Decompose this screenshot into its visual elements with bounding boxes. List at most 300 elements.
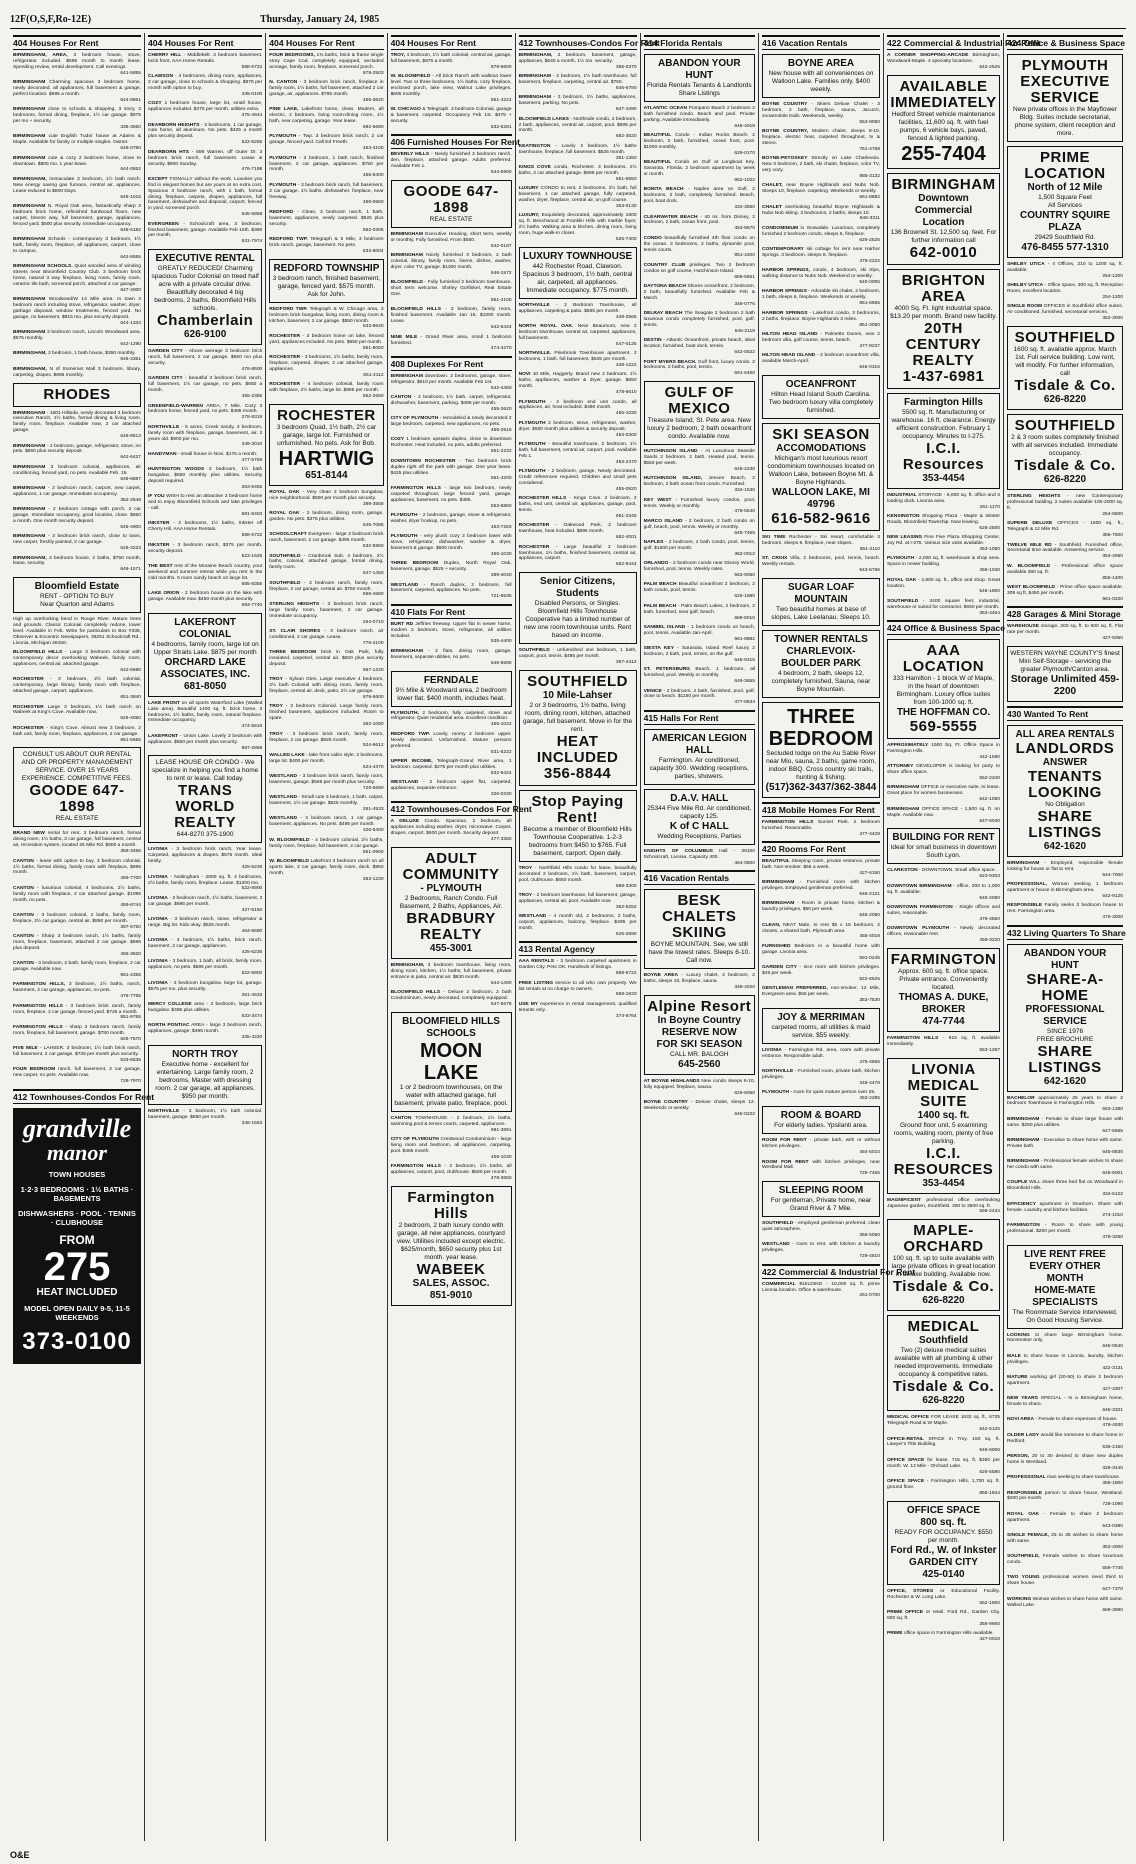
ad-keyword: PLYMOUTH xyxy=(269,155,297,161)
classified-ad xyxy=(644,561,755,579)
display-ad-line: SALES, ASSOC. xyxy=(412,1277,490,1289)
ad-text: Sleeping room, private entrance, private bath. Non-smoker. $55 a week. xyxy=(762,859,880,870)
ad-keyword: FARMINGTON HILLS xyxy=(390,485,441,491)
classified-ad xyxy=(887,535,1000,553)
classified-ad xyxy=(13,465,141,483)
classified-ad xyxy=(644,498,755,516)
ad-text: & Telegraph. 3 bedroom Colonial, garage & basement, carpeted. Occupancy Feb 1st. $475 + security. xyxy=(390,107,512,125)
display-ad-line: D.A.V. HALL xyxy=(670,792,729,804)
display-ad-line: ABANDON YOUR HUNT xyxy=(1023,947,1107,971)
ad-keyword: STERLING HEIGHTS xyxy=(269,601,320,607)
ad-text: Family seeks 3 bedroom house to rent. Farmington area. xyxy=(1007,903,1123,915)
display-ad xyxy=(148,1045,262,1105)
display-ad xyxy=(519,670,637,786)
ad-phone: 455-3620 xyxy=(120,951,141,957)
display-ad-line: SUGAR LOAF MOUNTAIN xyxy=(787,581,855,605)
ad-text: STORAGE - 6,000 sq. ft. office and 3 loading dock. Livonia area. xyxy=(887,492,1000,504)
ad-text: - 3 bedroom Colonial. Large family room, finished basement, appliances included. Room to spare. xyxy=(269,704,384,722)
ad-phone: 464-0500 xyxy=(734,860,755,866)
ad-keyword: CONTEMPORARY xyxy=(762,247,804,253)
classified-ad xyxy=(391,759,512,777)
ad-keyword: FREE LISTING xyxy=(518,980,554,986)
display-ad-line: I.C.I. Resources xyxy=(902,439,985,473)
classified-ad xyxy=(148,349,262,373)
ad-keyword: FURNISHED xyxy=(762,943,791,949)
classified-ad xyxy=(13,677,141,701)
classified-ad xyxy=(391,622,512,646)
classified-ad xyxy=(762,944,880,962)
display-ad-line: Approx. 600 sq. ft. office space. Private entrance. Conveniently located. xyxy=(898,967,989,991)
ad-phone: 476-3000 xyxy=(1102,915,1123,921)
ad-text: - 2,800 sq. ft., office and shop. Great location. xyxy=(887,577,1001,589)
ad-keyword: BEAUTIFUL xyxy=(643,160,672,166)
column-6 xyxy=(641,33,759,1841)
classified-ad xyxy=(391,963,512,987)
ad-text: apartment in Dearborn. Share with female. Laundry and kitchen facilities. xyxy=(1007,1201,1124,1213)
ad-phone: 453-4100 xyxy=(362,146,384,152)
classified-ad xyxy=(1007,521,1123,539)
classified-ad xyxy=(148,847,262,871)
ad-keyword: BURT RD xyxy=(390,621,414,627)
column-1 xyxy=(10,33,155,1841)
ad-keyword: BLOOMFIELD xyxy=(390,280,423,286)
classified-ad xyxy=(762,1138,880,1156)
ad-phone: 547-0125 xyxy=(615,341,637,347)
ad-keyword: FOUR BEDROOMS, xyxy=(269,53,315,58)
ad-keyword: PLYMOUTH xyxy=(518,442,546,447)
ad-text: - 3 bedroom, family room, finished basement. Available Jan 15. $1000 month. Lease. xyxy=(390,307,512,325)
ad-phone: 478-4650 xyxy=(979,916,1000,922)
ad-keyword: CLEAN, xyxy=(762,922,781,928)
ad-phone: 591-0245 xyxy=(859,955,880,961)
ad-phone: 626-6050 xyxy=(734,1090,755,1096)
ad-phone: 478-3260 xyxy=(1102,1234,1123,1240)
classified-ad xyxy=(1007,283,1123,301)
classified-ad xyxy=(269,650,383,674)
ad-keyword: SOUTHFIELD, xyxy=(1007,1554,1040,1560)
ad-keyword: RESPONSIBLE xyxy=(1007,1490,1043,1496)
ad-text: - Newly decorated offices, reasonable rent. xyxy=(887,926,1001,938)
ad-keyword: NEW YEARS xyxy=(1007,1396,1038,1402)
display-ad-line: PROFESSIONAL SERVICE xyxy=(1025,1003,1105,1027)
ad-text: Condo on Gulf at Longboat Key, Sarasota, Florida. 2 bedroom apartment by week or month. xyxy=(643,160,755,178)
ad-keyword: ROYAL OAK xyxy=(1007,1511,1040,1517)
ad-phone: 553-1380 xyxy=(1102,1107,1123,1113)
classified-ad xyxy=(887,926,1000,944)
display-ad xyxy=(644,54,755,102)
display-ad-line: AAA xyxy=(926,642,961,660)
ad-phone: 476-4655 xyxy=(859,1059,880,1065)
display-ad-line: SPECIALISTS xyxy=(1032,1296,1098,1308)
display-ad-line: For elderly ladies. Ypsilanti area. xyxy=(774,1122,868,1130)
ad-phone: 693-7740 xyxy=(241,602,263,608)
classified-ad xyxy=(148,875,262,893)
ad-keyword: BOYNE-PETOSKEY xyxy=(762,156,808,162)
display-ad-line: FOR SKI SEASON xyxy=(656,1038,743,1050)
ad-keyword: WESTLAND xyxy=(390,582,419,588)
display-ad-line: ABANDON YOUR HUNT xyxy=(657,58,741,81)
classified-ad xyxy=(13,53,141,77)
classified-ad xyxy=(644,689,755,707)
ad-keyword: LOOKING xyxy=(1007,1332,1030,1338)
classified-ad xyxy=(762,311,880,329)
classified-ad xyxy=(1007,1180,1123,1198)
ad-keyword: PROFESSIONAL xyxy=(1007,1475,1046,1481)
classified-ad xyxy=(762,859,880,877)
classified-ad xyxy=(887,905,1000,923)
classified-ad xyxy=(13,444,141,462)
classified-ad xyxy=(148,938,262,956)
classified-ad xyxy=(519,351,637,369)
ad-text: Bedroom in a beautiful home with garage. Livonia area. xyxy=(762,943,880,955)
ad-text: condo, Rochester. 3 bedrooms, 2½ baths, 2 car attached garage. $895 per month. xyxy=(518,165,637,176)
ad-phone: 642-6427 xyxy=(120,455,141,461)
ad-text: - 4 bedroom colonial, 2½ baths, family room, fireplace, full basement, 2 car garage. xyxy=(269,837,384,849)
classified-ad xyxy=(13,556,141,574)
classified-ad xyxy=(13,486,141,504)
ad-phone: 646-6001 xyxy=(1102,1171,1123,1176)
ad-keyword: WESTLAND xyxy=(762,1242,790,1248)
ad-phone: 647-7370 xyxy=(1102,1587,1123,1593)
classified-ad xyxy=(644,625,755,643)
ad-keyword: GENTLEMAN PREFERRED, xyxy=(762,986,828,992)
display-ad-line: SHARE LISTINGS xyxy=(1028,1042,1102,1076)
ad-phone: 358-3456 xyxy=(120,849,141,855)
ad-phone: 435-0100 xyxy=(241,91,263,97)
ad-keyword: SUPERB DELUXE xyxy=(1007,521,1053,527)
section-heading: 422 Commercial & Industrial For Rent xyxy=(762,1264,880,1279)
ad-keyword: MERCY COLLEGE xyxy=(148,1001,192,1007)
classified-ad xyxy=(1007,1096,1123,1114)
ad-keyword: LUXURY, xyxy=(518,213,540,219)
display-ad xyxy=(391,180,512,228)
ad-keyword: FARMINGTON HILLS xyxy=(887,1035,939,1041)
ad-text: - lease with option to buy. 3 bedroom colonial, 1½ baths, formal dining, family room with fireplace, $695 month. xyxy=(13,858,142,876)
ad-keyword: HUTCHINSON ISLAND, xyxy=(643,476,703,482)
ad-keyword: CLARKSTON xyxy=(887,868,918,874)
display-ad-line: Senior Citizens, Students xyxy=(540,576,616,600)
display-ad-line: 29429 Southfield Rd. xyxy=(1034,234,1096,241)
ad-keyword: TROY xyxy=(518,865,533,871)
display-ad-line: SOUTHFIELD xyxy=(1014,329,1116,347)
ad-keyword: FOUR BEDROOM xyxy=(13,1067,56,1073)
ad-text: 25 to 35 wishes to share home with same. xyxy=(1007,1532,1123,1544)
ad-text: Condo. Spacious, 2 bedroom, all appliances including washer, dryer, microwave. Carpet, drapes, carport. $600 per month. Security deposit. xyxy=(390,819,512,837)
ad-phone: 427-6150 xyxy=(241,907,263,913)
classified-ad xyxy=(269,774,383,792)
ad-phone: 254-9500 xyxy=(1102,511,1123,517)
classified-ad xyxy=(644,284,755,308)
display-ad-line: 442 Rochester Road, Clawson. Spacious 3 bedroom, 1½ bath, central air, carpeted, all appliances. Immediate occupancy. $775 month. xyxy=(522,262,633,294)
ad-phone: 626-7400 xyxy=(615,236,637,242)
ad-phone: 357-4412 xyxy=(615,660,637,666)
classified-ad xyxy=(762,1221,880,1239)
ad-keyword: BOYNE AREA xyxy=(643,973,678,978)
classified-ad xyxy=(269,532,383,550)
ad-text: downtown. 2 bedrooms, garage, stove, refrigerator. $610 per month. Available Feb 1st. xyxy=(390,373,512,385)
display-ad-line: 3 bedroom Quad, 1½ bath, 2½ car garage, large lot. Furnished or unfurnished. No pets. Ask for Bob. xyxy=(276,423,377,447)
ad-phone: 652-2650 xyxy=(362,393,384,399)
ad-keyword: NOVI xyxy=(518,372,531,378)
ad-keyword: BLOOMFIELD HILLS xyxy=(13,650,63,656)
display-ad-line: GREATLY REDUCED! Charming spacious Tudor Colonial on treed half acre with a private circular drive. Beautifully decorated 4 big bedrooms, 2 baths, Bloomfield Hills schools. xyxy=(151,265,259,313)
display-ad-line: THE HOFFMAN CO. xyxy=(896,707,991,719)
ad-keyword: BIRMINGHAM xyxy=(13,203,46,209)
display-ad-line: RHODES xyxy=(43,385,111,403)
classified-ad xyxy=(269,307,383,331)
classified-ad xyxy=(13,80,141,104)
ad-hours: MODEL OPEN DAILY 9-5, 11-5 WEEKENDS xyxy=(24,1303,130,1322)
classified-ad xyxy=(762,353,880,371)
display-ad xyxy=(887,1058,1000,1194)
display-ad-line: 2 bedroom, 2 bath luxury condo with garage, all new appliances, courtyard view. Utilities included except electric. $625/month, $650 security plus 1st month. year lease. xyxy=(396,1221,506,1261)
ad-text: - 2 bedroom, 2 bath condo, pool, tennis, golf. $1600 per month. xyxy=(643,540,756,551)
ad-phone: 531-6222 xyxy=(490,749,512,755)
ad-keyword: CHERRY HILL xyxy=(148,53,182,58)
ad-keyword: GARDEN CITY xyxy=(148,349,183,355)
ad-keyword: DAYTONA BEACH xyxy=(643,284,686,290)
ad-keyword: THREE BEDROOM xyxy=(390,561,439,567)
classified-ad xyxy=(1007,1138,1123,1156)
ad-phone: 477-8834 xyxy=(734,700,755,706)
display-ad-line: MEDICAL xyxy=(907,1318,980,1336)
ad-phone: 455-1030 xyxy=(615,411,637,417)
ad-text: Large 3 bedroom, 1½ bath ranch on Wabeek at King's Cove. Available now. xyxy=(13,704,141,716)
ad-keyword: W. BLOOMFIELD xyxy=(269,837,310,843)
display-ad xyxy=(1007,414,1123,490)
ad-text: - nice room with kitchen privileges. $45 per week. xyxy=(762,965,881,976)
ad-text: Duplex, North Royal Oak, basement, garage. $525 + security. xyxy=(390,561,512,573)
ad-phone: 349-3010 xyxy=(241,442,263,448)
ad-keyword: BIRMINGHAM xyxy=(13,330,46,336)
ad-phone: 626-3223 xyxy=(120,546,141,552)
ad-keyword: BIRMINGHAM xyxy=(887,785,920,791)
display-ad-line: LEASE HOUSE OR CONDO - We specialize in helping you find a home to rent or lease. Call today. xyxy=(152,759,259,783)
ad-keyword: PLYMOUTH xyxy=(390,534,418,540)
display-ad-line: RENT - OPTION TO BUY xyxy=(39,593,115,601)
display-ad xyxy=(269,259,383,303)
ad-text: TIONALLY without the work. Luxuries you find in elegant homes but are yours at no extra cost. Spacious 3 bedroom ranch, with 1 bath, formal dining, fireplace, carpets, drapes, appliances, full basement, dishwasher and disposal, carport, fenced in yard, screened porch. xyxy=(148,176,263,212)
ad-text: - Furnished luxury condos, pool, tennis. Weekly or monthly. xyxy=(643,497,756,509)
ad-phone: 751-4768 xyxy=(859,146,880,152)
display-ad-line: Near Quarton and Adams xyxy=(40,601,114,609)
classified-ad xyxy=(519,421,637,439)
ad-text: cute English Tudor house at Adams & Maple. Available for family or multiple singles. Owner. xyxy=(13,134,142,146)
classified-ad xyxy=(391,583,512,601)
ad-text: N. Royal Oak area, fantastically sharp 3 bedroom brick home, refinished hardwood floors, new carpet, breeze way, full basement, garage, appliances, fenced yard. $500 plus security. Immediate occupancy. xyxy=(13,203,142,227)
ad-phone: 624-4370 xyxy=(362,764,384,770)
ad-text: - small house in Novi. $175 a month. xyxy=(177,451,258,457)
ad-text: - 4 Offices, 210 to 1200 sq. ft. available. xyxy=(1007,262,1124,273)
classified-ad xyxy=(148,74,262,98)
classified-ad xyxy=(391,561,512,579)
ad-text: - luxurious colonial, 4 bedrooms, 2½ baths, family room with fireplace, 2 car attached garage. $1095 month, no pets. xyxy=(13,885,141,903)
ad-text: or retail. Ford Rd., Garden City. 800 sq. ft. xyxy=(887,1609,1001,1621)
ad-keyword: MAGNIFICENT xyxy=(887,1197,921,1203)
ad-keyword: NEW LEASING xyxy=(887,535,923,541)
display-ad-line: 626-8220 xyxy=(1043,394,1087,406)
ad-phone: 553-1287 xyxy=(979,1047,1000,1053)
ad-keyword: SIESTA KEY xyxy=(643,646,674,652)
ad-text: 2 bedroom, 1 bath house, $350 monthly. xyxy=(48,351,136,357)
ad-text: - Farmington Hills, 1,700 sq. ft. ground floor. xyxy=(887,1478,1001,1490)
ad-text: 2 bedroom, fully carpeted, stove and refrigerator. Quiet residential area. Excellent condition. xyxy=(390,710,512,722)
ad-phone: 453-2470 xyxy=(615,459,637,465)
classified-ad xyxy=(644,187,755,211)
display-ad-line: LANDLORDS xyxy=(1015,739,1115,757)
ad-keyword: LIVONIA xyxy=(148,874,168,880)
ad-text: - 3 bedroom, 1½ baths, brick ranch, basement, 2 car garage, appliances. xyxy=(148,938,263,950)
classified-ad xyxy=(1007,882,1123,900)
classified-ad xyxy=(762,923,880,941)
ad-phone: 477-3350 xyxy=(490,837,512,843)
ad-text: - At Luxurious Seaside Sands 2 bedroom, 2 bath. Heated pool, tennis. $550 per week. xyxy=(643,449,756,467)
display-ad xyxy=(887,639,1000,739)
classified-ad xyxy=(148,376,262,400)
ad-phone: 398-3558 xyxy=(362,501,384,507)
ad-phone: 522-8900 xyxy=(241,971,263,977)
display-ad-line: 2 Bedrooms, Ranch Condo. Full Basement, 2 Baths, Appliances, Air. xyxy=(399,894,503,910)
ad-phone: 646-3351 xyxy=(120,357,141,363)
ad-keyword: PLYMOUTH xyxy=(518,469,546,475)
display-ad-line: BOYNE MOUNTAIN. See, we still have the lowest rates. Sleeps 6-10. Call now. xyxy=(648,941,751,964)
classified-ad xyxy=(269,732,383,750)
ad-text: - Kings Cove. 2 bedroom, 2 baths, end unit, central air, appliances, garage, pool, tennis. xyxy=(518,496,637,514)
ad-phone: 651-6550 xyxy=(615,176,637,182)
classified-ad xyxy=(269,334,383,352)
ad-text: close to schools & shopping, 3 story, 3 bedrooms, formal dining, fireplace, 1½ car garage. $975 per mo + security. xyxy=(13,107,141,125)
ad-phone: 455-3620 xyxy=(490,406,512,412)
ad-text: 3 bedroom colonial, appliances, air conditioning, fenced yard, no pets. Available Feb. 15. xyxy=(13,464,142,476)
ad-text: Condo - Indian Rocks Beach. 2 bedroom, 2 bath, furnished, ocean front, pool. $1900 monthly. xyxy=(643,133,756,150)
ad-phone: 851-4100 xyxy=(490,298,512,304)
classified-ad xyxy=(148,404,262,422)
ad-phone: 646-3311 xyxy=(859,216,880,222)
ad-text: Beautiful oceanfront 2 bedroom, 2 bath condo, pool, tennis. xyxy=(643,582,756,594)
classified-ad xyxy=(391,1116,512,1134)
ad-phone: 459-3220 xyxy=(979,937,1000,943)
display-ad-line: 1400 sq. ft. xyxy=(917,1109,970,1121)
ad-keyword: HILTON HEAD ISLAND xyxy=(762,353,816,359)
display-ad-line: 255-7404 xyxy=(901,142,986,165)
ad-phone: 455-2355 xyxy=(241,394,263,400)
classified-ad xyxy=(519,1002,637,1020)
classified-ad xyxy=(644,311,755,335)
classified-ad xyxy=(148,1002,262,1020)
ad-text: - Executive to share home with same. Private bath. xyxy=(1007,1137,1124,1149)
ad-text: Near Beaumont, new 2 bedroom townhouse, central air, carpeted, appliances, full basement. xyxy=(518,324,637,341)
display-ad-line: K of C HALL xyxy=(669,820,729,832)
classified-ad xyxy=(13,237,141,261)
ad-text: ski cottage for rent near Harbor Springs. 3 bedroom, sleeps 8, fireplace. xyxy=(762,247,881,258)
column-3 xyxy=(266,33,387,1841)
display-ad-line: CALL MR. BALOGH xyxy=(669,1050,729,1058)
ad-keyword: PALM BEACH xyxy=(643,603,677,609)
ad-keyword: ORLANDO xyxy=(643,561,669,567)
ad-keyword: CITY OF PLYMOUTH xyxy=(390,416,439,422)
ad-phone: 645-0750 xyxy=(120,146,141,152)
classified-ad xyxy=(148,959,262,977)
ad-text: - 3 bedroom brick ranch, close to town, new carpet, freshly painted, 2 car garage. xyxy=(13,534,142,546)
classified-ad xyxy=(887,785,1000,803)
ad-keyword: FIVE MILE xyxy=(13,1046,38,1052)
display-ad-line: 800 sq. ft. xyxy=(920,1516,967,1528)
ad-phone-number: 373-0100 xyxy=(22,1327,132,1355)
display-ad xyxy=(391,847,512,959)
ad-keyword: AAA RENTALS xyxy=(518,959,555,965)
ad-text: - Room in private home, kitchen & laundry privileges, $50 per week. xyxy=(762,901,881,913)
ad-phone: 543-0380 xyxy=(1102,1523,1123,1529)
classified-ad xyxy=(519,866,637,890)
classified-ad xyxy=(148,701,262,731)
ad-keyword: BOYNE COUNTRY xyxy=(643,1099,688,1105)
ad-text: NEAT Male, to rent $5 x 15 bedroom, 2 closets, a shared bath. Plymouth area. xyxy=(762,922,880,934)
ad-text: - Nottingham - 2800 sq. ft. 4 bedrooms, 2½ baths, family room, fireplace. Lease. $1200 mo. xyxy=(148,874,263,886)
ad-keyword: SINGLE ROOM xyxy=(1007,304,1043,310)
column-2 xyxy=(145,33,266,1841)
section-heading: 404 Houses For Rent xyxy=(13,35,141,50)
ad-text: CONDO to rent, 2 bedrooms, 2½ bath, full basement, 1 car attached garage, fully carpeted, washer, dryer, fireplace, central air, on golf course. xyxy=(518,186,637,204)
classified-ad xyxy=(391,780,512,798)
classified-ad xyxy=(519,324,637,348)
ad-text: near Boyne Highlands and Nubs Nob. Sleeps 10, fireplace, carpeting. Weekends or weekly. xyxy=(762,183,880,195)
ad-keyword: BIRMINGHAM, xyxy=(13,176,47,182)
display-ad-line: ASSOCIATES, INC. xyxy=(160,668,251,680)
ad-text: OFFICES in Southfield office suites. Air conditioned, furnished, secretarial services. xyxy=(1007,304,1124,316)
ad-keyword: OFFICE SPACE xyxy=(887,1457,925,1463)
ad-keyword: PRIME OFFICE xyxy=(887,1609,924,1615)
display-ad xyxy=(148,613,262,697)
ad-phone: 646-9315 xyxy=(734,657,755,663)
display-ad-line: Executive home - excellent for entertaining. Large family room, 2 bedrooms, Master with dressing room. 2 car garage, all appliances. $950 per month. xyxy=(155,1060,255,1100)
ad-keyword: BOYNE COUNTRY xyxy=(762,102,808,107)
ad-phone: 646-7455 xyxy=(734,530,755,536)
ad-phone: 642-1290 xyxy=(120,341,141,347)
classified-ad xyxy=(13,367,141,379)
ad-phone: 334-6122 xyxy=(1102,1192,1123,1198)
display-ad-line: LIVE RENT FREE xyxy=(1024,1248,1106,1260)
ad-phone: 455-8400 xyxy=(362,173,384,179)
display-ad-line: 9½ Mile & Woodward area, 2 bedroom lower flat. $400 month, includes heat. xyxy=(395,686,507,702)
classified-ad xyxy=(1007,1491,1123,1509)
display-ad-line: 1600 sq. ft. available approx. March 1st. Full service building. Low rent, will modify. For further information, call xyxy=(1013,346,1117,378)
ad-phone: 532-6281 xyxy=(490,124,512,130)
ad-phone: 475-4944 xyxy=(241,113,263,119)
ad-keyword: EVERGREEN xyxy=(148,221,179,227)
ad-keyword: BIRMINGHAM xyxy=(518,74,551,80)
ad-text: Nicely furnished 3 bedroom, 2 bath colonial, library, family room, linens, dishes, washer, dryer, color TV, garage. $1300 month. xyxy=(390,253,512,271)
ad-text: Crestwood Condominium - large living room and bedroom, all appliances, carpeting, pool. $465 month. xyxy=(390,1137,512,1154)
ad-text: - 2 bedroom, 1½ bath, carpet, refrigerator, dishwasher, basement, parking. $495 per month. xyxy=(390,395,512,406)
ad-text: - 3 bedroom brick ranch, full basement, 2 car garage, 1½ baths, dishwasher, fireplace, near freeway. xyxy=(269,182,384,200)
display-ad-line: BUILDING FOR RENT xyxy=(892,832,995,844)
ad-text: - Room to share with young professional. $200 per month. xyxy=(1007,1222,1123,1234)
ad-keyword: BIRMINGHAM xyxy=(390,253,423,259)
ad-phone: 721-6535 xyxy=(490,594,512,600)
classified-ad xyxy=(644,236,755,260)
classified-ad xyxy=(519,442,637,466)
classified-ad xyxy=(13,1067,141,1085)
section-heading: 416 Vacation Rentals xyxy=(762,35,880,50)
classified-ad xyxy=(887,1198,1000,1216)
ad-keyword: BIRMINGHAM xyxy=(13,80,46,86)
classified-ad xyxy=(887,599,1000,617)
ad-keyword: PRIME xyxy=(887,1631,903,1637)
ad-keyword: UPPER INCOME, xyxy=(390,758,433,764)
ad-keyword: WALLED LAKE xyxy=(269,752,305,758)
display-ad-line: 642-1620 xyxy=(1043,840,1087,852)
display-ad-line: FERNDALE xyxy=(423,674,479,686)
